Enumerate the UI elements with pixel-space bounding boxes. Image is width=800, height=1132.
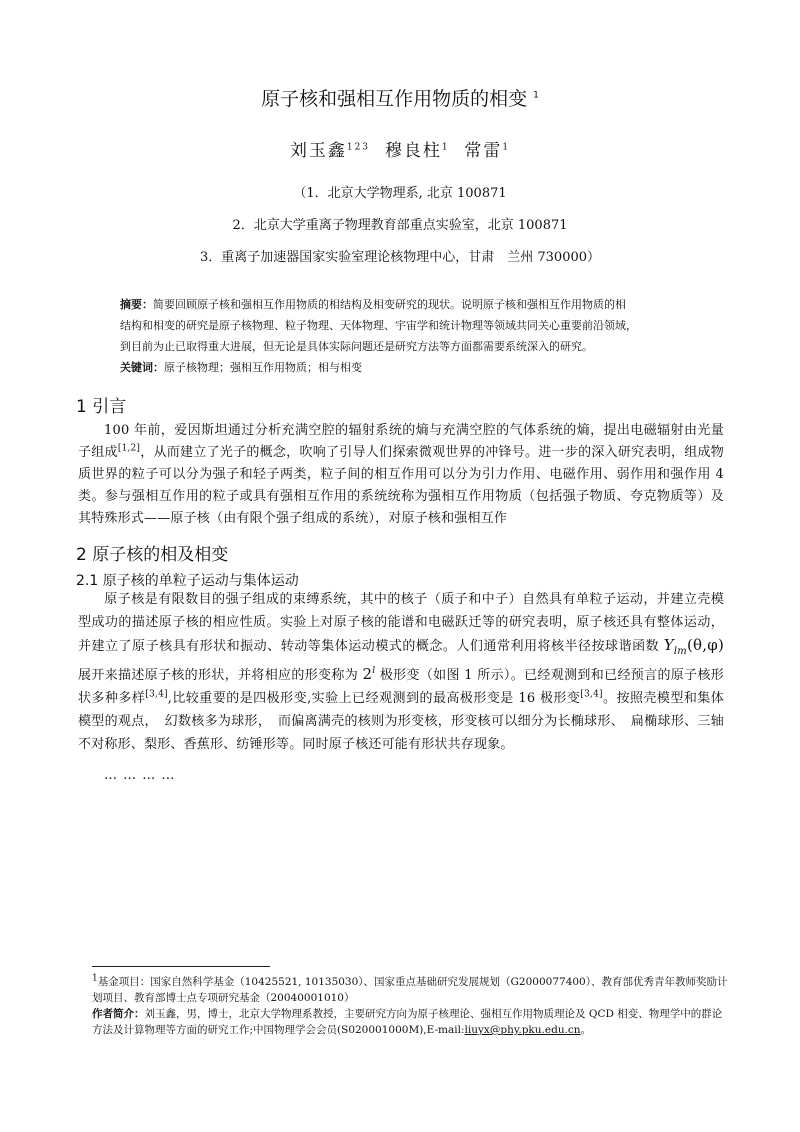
- keywords-label: 关键词：: [120, 361, 164, 374]
- ellipsis: … … … …: [104, 768, 176, 783]
- author-name: 穆良柱: [384, 141, 442, 161]
- author-name: 常雷: [464, 141, 503, 161]
- citation: [1,2]: [117, 443, 141, 454]
- math-multipole: 2$^l$: [362, 665, 376, 683]
- section-body: 100 年前，爱因斯坦通过分析充满空腔的辐射系统的熵与充满空腔的气体系统的熵，提出电磁辐射由光量子组成[1,2]，从而建立了光子的概念，吹响了引导人们探索微观世界的冲锋号。进一步的深入研究表明，组成物质世界的粒子可以分为强子和轻子两类，粒子间的相互作用可以分为引力作用、电磁作用、弱作用和强作用 4 类。参与强相互作用的粒子或具有强相互作用的系统统称为强相互作用物质（包括强子物质、夸克物质等）及其特殊形式——原子核（由有限个强子组成的系统），对原子核和强相互作: [78, 423, 724, 526]
- subsection-heading: 2.1 原子核的单粒子运动与集体运动: [76, 573, 299, 589]
- email-link[interactable]: liuyx@phy.pku.edu.cn: [464, 1024, 581, 1036]
- funding-note: 基金项目：国家自然科学基金（10425521, 10135030）、国家重点基础研究发展规划（G2000077400）、教育部优秀青年教师奖励计划项目、教育部博士点专项研究基金（20040001010）: [92, 976, 728, 1004]
- footnote-rule: [92, 966, 270, 967]
- citation: [3,4]: [145, 689, 168, 700]
- keywords: 原子核物理；强相互作用物质；相与相变: [164, 361, 362, 374]
- section-heading: 2 原子核的相及相变: [76, 545, 229, 565]
- author-list: 刘玉鑫$^{123}$ 穆良柱$^1$ 常雷$^1$: [289, 141, 511, 161]
- affiliation: 2．北京大学重离子物理教育部重点实验室，北京 100871: [232, 218, 568, 233]
- paper-title: 原子核和强相互作用物质的相变 $^1$: [261, 88, 539, 110]
- citation: [3,4]: [580, 689, 603, 700]
- section-heading: 1 引言: [76, 397, 127, 417]
- abstract: 摘要：简要回顾原子核和强相互作用物质的相结构及相变研究的现状。说明原子核和强相互作用物质的相 结构和相变的研究是原子核物理、粒子物理、天体物理、宇宙学和统计物理等领域共同关心重要前沿领域， 到目前为止已取得重大进展，但无论是具体实际问题还是研究方法等方面都需要系统深入的研究。 关键词：原子核物理；强相互作用物质；相与相变: [120, 298, 637, 374]
- affiliation: （1．北京大学物理系, 北京 100871: [293, 186, 507, 201]
- affiliation: 3．重离子加速器国家实验室理论核物理中心，甘肃 兰州 730000）: [199, 250, 601, 265]
- author-bio: 刘玉鑫，男，博士，北京大学物理系教授，主要研究方向为原子核理论、强相互作用物质理论及 QCD 相变、物理学中的群论方法及计算物理等方面的研究工作;中国物理学会会员(S020001000M),E-mail:: [92, 1008, 723, 1036]
- abstract-label: 摘要：: [120, 298, 153, 311]
- section-body: 原子核是有限数目的强子组成的束缚系统，其中的核子（质子和中子）自然具有单粒子运动，并建立壳模型成功的描述原子核的相应性质。实验上对原子核的能谱和电磁跃迁等的研究表明，原子核还具有整体运动，并建立了原子核具有形状和振动、转动等集体运动模式的概念。人们通常利用将核半径按球谐函数 $Y_{lm}(\theta,\varphi)$ 展开来描述原子核的形状，并将相应的形变称为 2$^l$ 极形变（如图 1 所示）。已经观测到和已经预言的原子核形状多种多样[3,4],比较重要的是四极形变,实验上已经观测到的最高极形变是 16 极形变[3,4]。按照壳模型和集体模型的观点， 幻数核多为球形， 而偏离满壳的核则为形变核，形变核可以细分为长椭球形、 扁椭球形、三轴不对称形、梨形、香蕉形、纺锤形等。同时原子核还可能有形状共存现象。: [78, 592, 724, 752]
- footnote: $^1$基金项目：国家自然科学基金（10425521, 10135030）、国家重点基础研究发展规划（G2000077400）、教育部优秀青年教师奖励计划项目、教育部博士点专项研究基金（20040001010） 作者简介：刘玉鑫，男，博士，北京大学物理系教授，主要研究方向为原子核理论、强相互作用物质理论及 QCD 相变、物理学中的群论方法及计算物理等方面的研究工作;中国物理学会会员(S020001000M),E-mail:liuyx@phy.pku.edu.cn。: [92, 973, 728, 1036]
- math-spherical-harmonic: $Y_{lm}(\theta,\varphi)$: [663, 636, 724, 657]
- bio-label: 作者简介：: [92, 1008, 145, 1020]
- author-name: 刘玉鑫: [289, 141, 347, 161]
